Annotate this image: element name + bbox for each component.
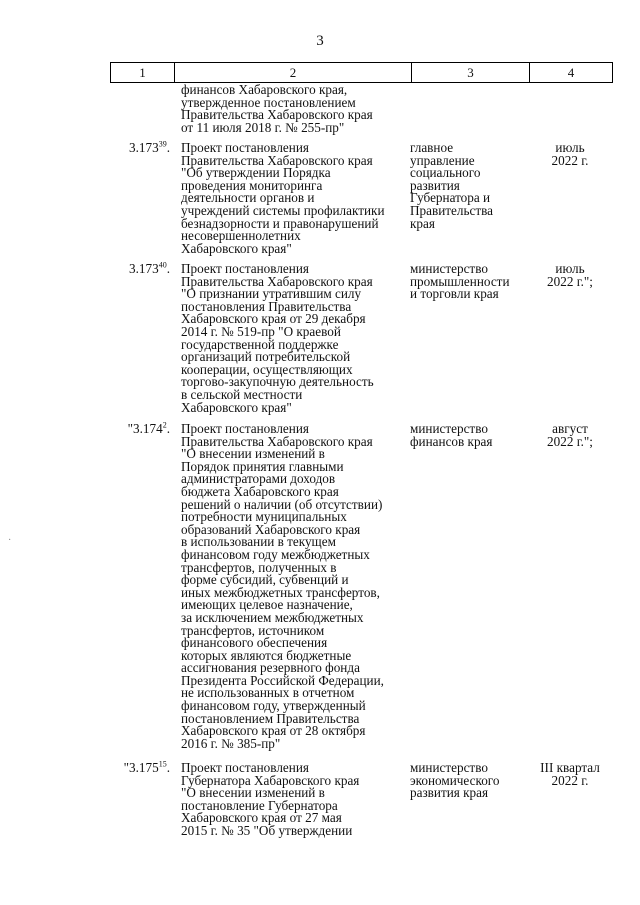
row-term	[530, 263, 610, 288]
description-line: финансового обеспечения	[181, 635, 328, 651]
responsible-line: Правительства	[410, 202, 493, 218]
page-number: 3	[316, 33, 324, 49]
term-line: 2022 г.";	[547, 433, 593, 449]
row-number-text: 3.173	[129, 261, 159, 276]
row-number-text: "3.175	[123, 760, 159, 775]
row-number	[110, 139, 170, 155]
row-number-suffix: .	[166, 140, 170, 155]
row-description	[181, 84, 421, 134]
term-line: 2022 г.	[551, 772, 589, 788]
description-line: деятельности органов и	[181, 190, 315, 206]
description-line: трансфертов, полученных в	[181, 559, 337, 575]
description-line: решений о наличии (об отсутствии)	[181, 496, 383, 512]
description-line: потребности муниципальных	[181, 509, 347, 525]
description-line: образований Хабаровского края	[181, 521, 361, 537]
row-description	[181, 263, 421, 414]
term-line: III квартал	[540, 760, 600, 775]
description-line: организаций потребительской	[181, 349, 351, 365]
description-line: Хабаровского края"	[181, 240, 292, 256]
description-line: "О признании утратившим силу	[181, 286, 362, 302]
header-col-4: 4	[567, 65, 575, 80]
description-line: Хабаровского края"	[181, 399, 292, 415]
description-line: Правительства Хабаровского края	[181, 107, 373, 123]
description-line: трансфертов, источником	[181, 622, 325, 638]
row-number	[110, 420, 170, 436]
description-line: 2016 г. № 385-пр"	[181, 735, 281, 751]
description-line: Губернатора Хабаровского края	[181, 772, 360, 788]
description-line: форме субсидий, субвенций и	[181, 572, 349, 588]
row-term	[530, 142, 610, 167]
responsible-line: управление	[410, 152, 475, 168]
description-line: Проект постановления	[181, 140, 309, 155]
table-header	[110, 62, 613, 83]
description-line: 2014 г. № 519-пр "О краевой	[181, 323, 341, 339]
description-line: Правительства Хабаровского края	[181, 433, 373, 449]
description-line: Хабаровского края от 29 декабря	[181, 311, 366, 327]
responsible-line: развития края	[410, 785, 489, 801]
description-line: от 11 июля 2018 г. № 255-пр"	[181, 119, 345, 135]
header-col-1: 1	[111, 63, 175, 82]
description-line: кооперации, осуществляющих	[181, 361, 353, 377]
description-line: в сельской местности	[181, 386, 303, 402]
row-number	[110, 759, 170, 775]
row-number-suffix: .	[166, 421, 170, 436]
description-line: Хабаровского края от 27 мая	[181, 810, 342, 826]
description-line: утвержденное постановлением	[181, 94, 356, 110]
responsible-line: и торговли края	[410, 286, 499, 302]
description-line: ассигнования резервного фонда	[181, 660, 360, 676]
description-line: государственной поддержке	[181, 336, 339, 352]
responsible-line: министерство	[410, 760, 488, 775]
responsible-line: финансов края	[410, 433, 493, 449]
description-line: "Об утверждении Порядка	[181, 165, 331, 181]
description-line: Правительства Хабаровского края	[181, 152, 373, 168]
description-line: 2015 г. № 35 "Об утверждении	[181, 822, 353, 838]
row-responsible	[410, 423, 520, 448]
header-col-2: 2	[175, 63, 412, 82]
row-number-text: "3.174	[127, 421, 163, 436]
row-description	[181, 142, 421, 255]
row-number-superscript: 40	[158, 260, 167, 270]
responsible-line: министерство	[410, 421, 488, 436]
row-responsible	[410, 762, 520, 800]
row-description	[181, 762, 421, 838]
responsible-line: Губернатора и	[410, 190, 491, 206]
responsible-line: министерство	[410, 261, 488, 276]
description-line: Проект постановления	[181, 261, 309, 276]
responsible-line: экономического	[410, 772, 500, 788]
description-line: в использовании в текущем	[181, 534, 336, 550]
description-line: имеющих целевое назначение,	[181, 597, 353, 613]
row-number-suffix: .	[166, 760, 170, 775]
description-line: Проект постановления	[181, 760, 309, 775]
row-responsible	[410, 263, 520, 301]
row-term	[530, 762, 610, 787]
row-description	[181, 423, 421, 750]
description-line: иных межбюджетных трансфертов,	[181, 584, 380, 600]
description-line: постановления Правительства	[181, 298, 352, 314]
description-line: бюджета Хабаровского края	[181, 483, 339, 499]
row-responsible	[410, 142, 520, 230]
description-line: постановление Губернатора	[181, 797, 338, 813]
description-line: торгово-закупочную деятельность	[181, 374, 374, 390]
description-line: не использованных в отчетном	[181, 685, 355, 701]
description-line: несовершеннолетних	[181, 228, 301, 244]
row-number-superscript: 39	[158, 139, 167, 149]
row-number-text: 3.173	[129, 140, 159, 155]
description-line: "О внесении изменений в	[181, 446, 325, 462]
description-line: учреждений системы профилактики	[181, 202, 385, 218]
description-line: Хабаровского края от 28 октября	[181, 723, 366, 739]
scan-margin-mark: ·	[8, 535, 12, 546]
row-number-superscript: 2	[162, 420, 167, 430]
description-line: финансовом году, утвержденный	[181, 698, 366, 714]
row-term	[530, 423, 610, 448]
responsible-line: развития	[410, 177, 460, 193]
term-line: 2022 г.";	[547, 273, 593, 289]
row-number-superscript: 15	[158, 759, 167, 769]
term-line: 2022 г.	[551, 152, 589, 168]
description-line: Проект постановления	[181, 421, 309, 436]
description-line: проведения мониторинга	[181, 177, 323, 193]
header-col-3: 3	[412, 63, 530, 82]
responsible-line: края	[410, 215, 435, 231]
description-line: постановлением Правительства	[181, 710, 360, 726]
row-number	[110, 260, 170, 276]
description-line: Президента Российской Федерации,	[181, 672, 384, 688]
term-line: август	[552, 421, 588, 436]
responsible-line: промышленности	[410, 273, 510, 289]
description-line: "О внесении изменений в	[181, 785, 325, 801]
term-line: июль	[555, 261, 585, 276]
description-line: финансов Хабаровского края,	[181, 82, 348, 97]
responsible-line: главное	[410, 140, 454, 155]
row-number-suffix: .	[166, 261, 170, 276]
description-line: Порядок принятия главными	[181, 458, 344, 474]
description-line: финансовом году межбюджетных	[181, 546, 370, 562]
description-line: которых являются бюджетные	[181, 647, 352, 663]
description-line: безнадзорности и правонарушений	[181, 215, 379, 231]
description-line: администраторами доходов	[181, 471, 336, 487]
term-line: июль	[555, 140, 585, 155]
description-line: Правительства Хабаровского края	[181, 273, 373, 289]
description-line: за исключением межбюджетных	[181, 609, 364, 625]
responsible-line: социального	[410, 165, 481, 181]
